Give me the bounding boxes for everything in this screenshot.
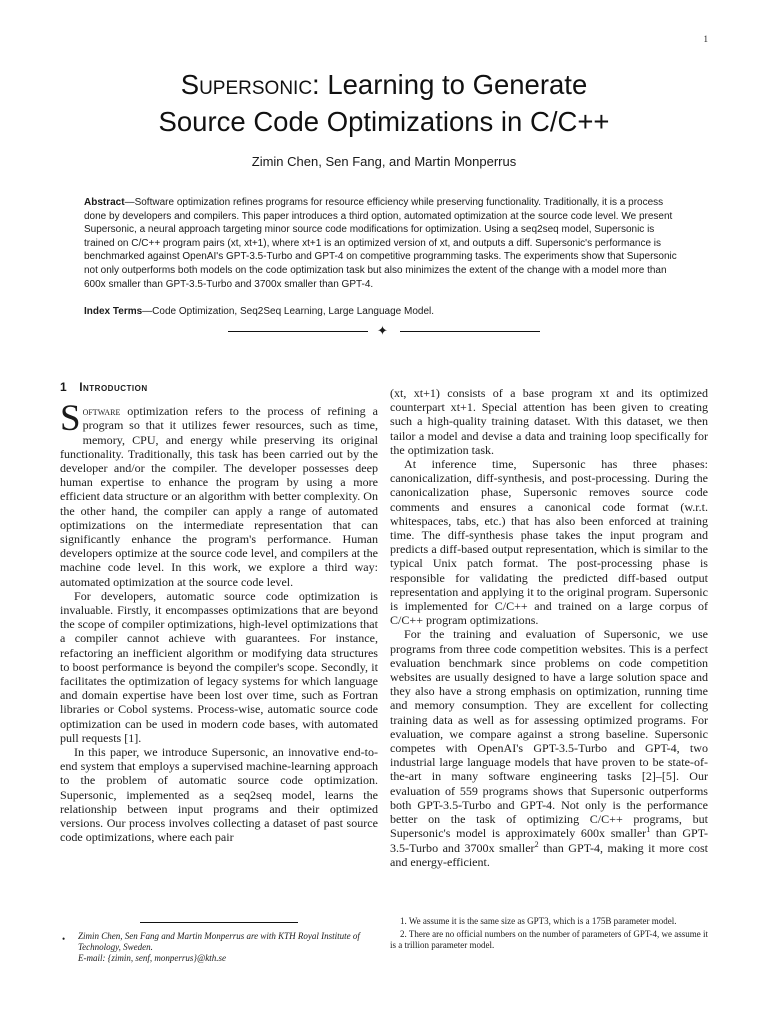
paper-title	[0, 66, 768, 140]
abstract	[84, 196, 684, 291]
title-line-2: Source Code Optimizations in C/C++	[158, 106, 610, 137]
title-line-1	[0, 66, 768, 103]
footnote-rule	[140, 922, 298, 923]
footnote-1: 1. We assume it is the same size as GPT3, which is a 175B parameter model.	[400, 916, 677, 926]
paragraph-6-text: For the training and evaluation of Supersonic, we use programs from three code competition websites. This is a perfect evaluation benchmark since problems on code competition websites are usually designed to have a large solution space and they also have a strong emphasis on optimization, running time and memory consumption. They are excellent for collecting training data as well as for assessing optimized programs. For evaluation, we compare against a strong baseline. Supersonic competes with OpenAI's GPT-3.5-Turbo and GPT-4, two industrial large language models that have proven to be state-of-the-art in many software engineering tasks [2]–[5]. Our evaluation of 559 programs shows that Supersonic outperforms both GPT-3.5-Turbo and GPT-4. Not only is the performance better on the task of optimizing C/C++ programs, but Supersonic's model is approximately 600x smaller	[390, 627, 708, 841]
footnote-ref-2: 2	[534, 839, 539, 849]
paragraph-5: At inference time, Supersonic has three phases: canonicalization, diff-synthesis, and post-processing. During the canonicalization phase, Supersonic removes source code comments and ensures a canonical code format (w.r.t. whitespaces, tabs, etc.) that has also been enforced at training time. The diff-synthesis phase takes the input program and predicts a diff-based output representation, which is similar to the typical Unix patch format. The post-processing phase is responsible for validating the predicted diff-based output representation and applying it to the original program. Supersonic is implemented for C/C++ and trained on a large corpus of C/C++ program optimizations.	[390, 457, 708, 628]
paragraph-3: In this paper, we introduce Supersonic, an innovative end-to-end system that employs a supervised machine-learning approach to the problem of automatic source code optimization. Supersonic, implemented as a seq2seq model, learns the relationship between input programs and their optimized versions. Our process involves collecting a dataset of past source code optimizations, where each pair	[60, 745, 378, 845]
affiliation-text	[60, 931, 378, 964]
paragraph-4: (xt, xt+1) consists of a base program xt and its optimized counterpart xt+1. Special attention has been given to creating such a high-quality training dataset. With this dataset, we then tailor a model and devise a data and training loop specifically for the optimization task.	[390, 386, 708, 457]
index-terms-text: —Code Optimization, Seq2Seq Learning, Large Language Model.	[142, 306, 435, 317]
left-column	[60, 380, 378, 845]
title-line-1-rest: : Learning to Generate	[312, 69, 588, 100]
paragraph-2: For developers, automatic source code optimization is invaluable. Firstly, it encompasses optimizations that are beyond the scope of compiler optimizations, high-level optimizations that a compiler cannot achieve with guarantees. For instance, refactoring an inefficient algorithm or modifying data structures to boost performance is beyond the compiler's scope. Secondly, it facilitates the optimization of legacy systems for which language and domain expertise have been lost over time, such as Fortran libraries or Cobol systems. Process-wise, automatic source code optimization can be used in modern code bases, with automated pull requests [1].	[60, 588, 378, 745]
section-title: Introduction	[79, 380, 148, 394]
index-terms-label: Index Terms	[84, 306, 143, 317]
paragraph-1-text: optimization refers to the process of refining a program so that it utilizes fewer resources, such as time, memory, CPU, and energy while preserving its original functionality. Traditionally, this task has been carried out by the developer and/or the compiler. The developer possesses deep human expertise to enhance the program by using a more efficient data structure or an algorithm with better complexity. On the other hand, the compiler can apply a range of automated optimizations on the intermediate representation that can significantly enhance the program's performance. Human developers optimize at the source code level, and compilers at the machine code level. In this work, we explore a third way: automated optimization at the source code level.	[60, 404, 378, 589]
drop-cap: S	[60, 398, 81, 440]
divider-rule-right	[400, 331, 540, 332]
affiliation-line-1: Zimin Chen, Sen Fang and Martin Monperrus are with KTH Royal Institute of Technology, Sweden.	[78, 931, 360, 952]
section-heading	[60, 380, 378, 394]
section-number: 1	[60, 380, 68, 394]
paragraph-1	[60, 398, 378, 589]
paragraph-6-mid: than GPT-3.5-Turbo and 3700x smaller	[390, 826, 708, 855]
section-divider	[228, 325, 540, 337]
index-terms	[84, 305, 684, 319]
page-number: 1	[703, 34, 708, 44]
abstract-label: Abstract	[84, 197, 125, 208]
footnotes	[390, 916, 708, 953]
affiliation-footnote	[60, 922, 378, 964]
footnote-2: 2. There are no official numbers on the number of parameters of GPT-4, we assume it is a trillion parameter model.	[390, 929, 708, 950]
title-system-name: Supersonic	[180, 69, 313, 100]
affiliation-email: E-mail: {zimin, senf, monperrus}@kth.se	[78, 953, 226, 963]
footnote-bullet: •	[62, 934, 66, 944]
paragraph-1-lead: oftware	[82, 404, 121, 419]
paragraph-6-end: than GPT-4, making it more cost and energy-efficient.	[390, 840, 708, 869]
divider-diamond-icon: ✦	[377, 323, 388, 338]
abstract-text: —Software optimization refines programs for resource efficiency while preserving functionality. Traditionally, it is a process done by developers and compilers. This paper introduces a third option, automated optimization at the source code level. We present Supersonic, a neural approach targeting minor source code modifications for optimization. Using a seq2seq model, Supersonic is trained on C/C++ program pairs (xt, xt+1), where xt+1 is an optimized version of xt, and outputs a diff. Supersonic's performance is benchmarked against OpenAI's GPT-3.5-Turbo and GPT-4 on competitive programming tasks. The experiments show that Supersonic not only outperforms both models on the code optimization task but also minimizes the extent of the change with a model more than 600x smaller than GPT-3.5-Turbo and 3700x smaller than GPT-4.	[84, 197, 677, 290]
right-column	[390, 386, 708, 869]
author-list: Zimin Chen, Sen Fang, and Martin Monperrus	[251, 154, 517, 169]
footnote-ref-1: 1	[646, 825, 651, 835]
divider-rule-left	[228, 331, 368, 332]
paragraph-6	[390, 627, 708, 868]
